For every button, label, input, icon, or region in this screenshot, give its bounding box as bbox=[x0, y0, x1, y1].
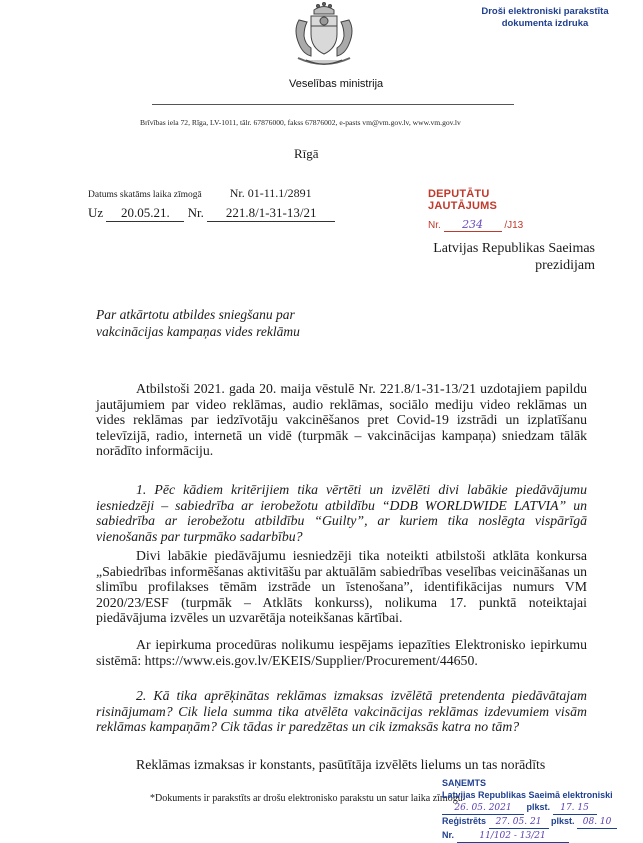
answer-2-text: Reklāmas izmaksas ir konstants, pasūtītāja izvēlēts lielums un tas norādīts bbox=[136, 757, 546, 772]
received-stamp-subtitle: Latvijas Republikas Saeimā elektroniski bbox=[442, 790, 613, 800]
answer-2 bbox=[96, 757, 587, 773]
answer-1-text: Divi labākie piedāvājumu iesniedzēji tika noteikti atbilstoši atklāta konkursa „Sabiedrības informēšanas aktivitāšu par aktuālām sabiedrības veselības veicināšanas un slimību profilakses tēmām izstrāde un īstenošana”, identifikācijas numurs VM 2020/23/ESF (turpmāk – Atklāts konkurss), nolikuma 17. punktā noteiktajai piedāvājuma izvēles un uzvarētāja noteikšanas kārtībai. bbox=[96, 548, 587, 626]
received-stamp-title: SAŅEMTS bbox=[442, 778, 487, 788]
recipient bbox=[433, 240, 595, 274]
coat-of-arms-icon bbox=[284, 2, 364, 72]
answer-1-link-text: Ar iepirkuma procedūras nolikumu iespējams iepazīties Elektronisko iepirkumu sistēmā: https://www.eis.gov.lv/EKEIS/Supplier/Procurement/44650. bbox=[96, 637, 587, 668]
ref-nr-label: Nr. bbox=[187, 205, 204, 220]
deputy-stamp-title: DEPUTĀTU JAUTĀJUMS bbox=[428, 188, 498, 212]
uz-label: Uz bbox=[88, 205, 104, 220]
deputy-stamp-number: 234 bbox=[444, 218, 502, 232]
received-date: 26. 05. 2021 bbox=[442, 802, 524, 815]
footnote: *Dokuments ir parakstīts ar drošu elektronisko parakstu un satur laika zīmogu bbox=[150, 793, 463, 804]
document-number-line bbox=[88, 186, 312, 201]
recipient-line2: prezidijam bbox=[535, 258, 595, 273]
body-intro bbox=[96, 381, 587, 459]
registered-date: 27. 05. 21 bbox=[489, 816, 549, 829]
signed-stamp-line1: Droši elektroniski parakstīta bbox=[481, 6, 609, 17]
answer-1 bbox=[96, 548, 587, 626]
received-date-line bbox=[442, 801, 642, 815]
subject bbox=[96, 306, 356, 340]
recipient-line1: Latvijas Republikas Saeimas bbox=[433, 241, 595, 256]
deputy-stamp-nr-label: Nr. bbox=[428, 220, 441, 231]
question-2-text: 2. Kā tika aprēķinātas reklāmas izmaksas izvēlētā pretendenta piedāvātajam risinājumam? Cik liela summa tika atvēlēta vakcinācijas reklāmas izdevumiem visām reklāmas kampaņām? Cik tādas ir paredzētas un cik izmaksās katra no tām? bbox=[96, 688, 587, 735]
document-number: 01-11.1/2891 bbox=[247, 186, 312, 200]
registered-label: Reģistrēts bbox=[442, 816, 487, 826]
reference-line bbox=[88, 205, 335, 222]
deputy-stamp-number-line bbox=[428, 218, 548, 232]
reference-date: 20.05.21. bbox=[106, 205, 184, 222]
deputy-stamp-suffix: /J13 bbox=[504, 220, 524, 231]
signed-stamp-line2: dokumenta izdruka bbox=[501, 18, 589, 29]
answer-1-link-paragraph bbox=[96, 637, 587, 668]
reference-number: 221.8/1-31-13/21 bbox=[207, 205, 335, 222]
ministry-address: Brīvības iela 72, Rīga, LV-1011, tālr. 67876000, fakss 67876002, e-pasts vm@vm.gov.lv, www.vm.gov.lv bbox=[140, 118, 461, 127]
date-label: Datums skatāms laika zīmogā bbox=[88, 190, 202, 200]
subject-line1: Par atkārtotu atbildes sniegšanu par bbox=[96, 307, 295, 322]
registered-number: 11/102 - 13/21 bbox=[457, 830, 569, 843]
registered-time: 08. 10 bbox=[577, 816, 617, 829]
received-stamp bbox=[442, 777, 642, 843]
subject-line2: vakcinācijas kampaņas vides reklāmu bbox=[96, 324, 300, 339]
place-of-issue: Rīgā bbox=[294, 146, 319, 161]
signed-stamp bbox=[452, 6, 638, 30]
intro-paragraph: Atbilstoši 2021. gada 20. maija vēstulē Nr. 221.8/1-31-13/21 uzdotajiem papildu jautājumiem par video reklāmas, audio reklāmas, sociālo mediju video reklāmas un vides reklāmas par iedzīvotāju vakcinēšanos pret Covid-19 izstrādi un izplatīšanu televīzijā, radio, internetā un vidē (turpmāk – vakcinācijas kampaņa) sniedzam tālāk norādīto informāciju. bbox=[96, 381, 587, 459]
registered-nr-label: Nr. bbox=[442, 830, 455, 840]
header-divider bbox=[152, 104, 514, 105]
registered-time-label: plkst. bbox=[551, 816, 575, 826]
received-time-label: plkst. bbox=[526, 802, 551, 812]
registered-number-line bbox=[442, 829, 642, 843]
question-2 bbox=[96, 688, 587, 735]
question-1-text: 1. Pēc kādiem kritērijiem tika vērtēti un izvēlēti divi labākie piedāvājumu iesniedzēji – sabiedrība ar ierobežotu atbildību “DDB WORLDWIDE LATVIA” un sabiedrība ar ierobežotu atbildību “Guilty”, ar kuriem tika noslēgta vispārīgā vienošanās par turpmāko sadarbību? bbox=[96, 482, 587, 544]
registered-line bbox=[442, 815, 642, 829]
received-time: 17. 15 bbox=[553, 802, 597, 815]
ministry-name: Veselības ministrija bbox=[289, 78, 384, 90]
question-1 bbox=[96, 482, 587, 544]
deputy-question-stamp bbox=[428, 188, 548, 232]
nr-label: Nr. bbox=[229, 186, 245, 200]
